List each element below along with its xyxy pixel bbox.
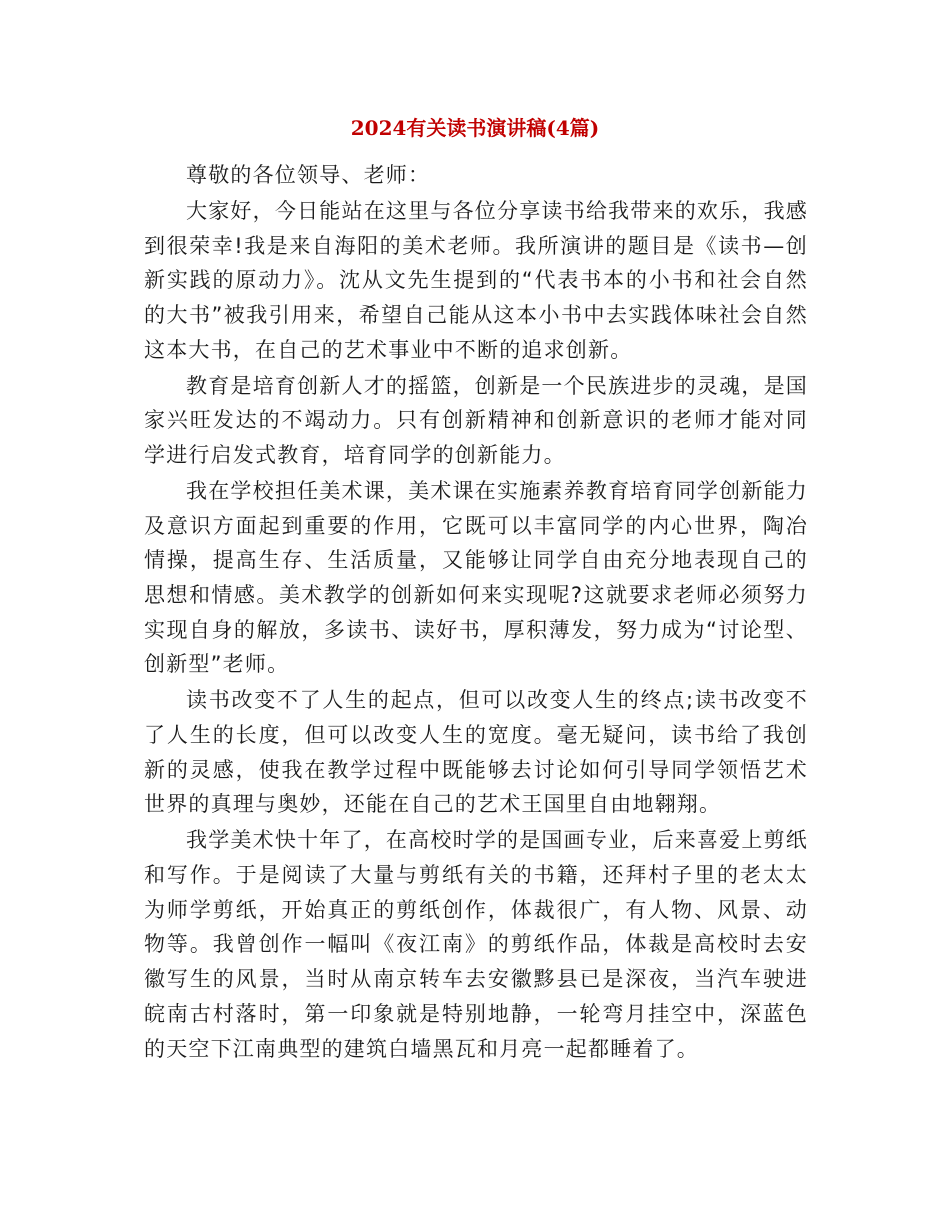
paragraph-salutation: 尊敬的各位领导、老师： — [186, 163, 431, 187]
document-body — [144, 158, 808, 1067]
document-title: 2024有关读书演讲稿(4篇) — [350, 116, 600, 140]
paragraph-4: 读书改变不了人生的起点，但可以改变人生的终点;读书改变不了人生的长度，但可以改变人生的宽度。毫无疑问，读书给了我创新的灵感，使我在教学过程中既能够去讨论如何引导同学领悟艺术世界的真理与奥妙，还能在自己的艺术王国里自由地翱翔。 — [144, 688, 808, 817]
paragraph-2: 教育是培育创新人才的摇篮，创新是一个民族进步的灵魂，是国家兴旺发达的不竭动力。只有创新精神和创新意识的老师才能对同学进行启发式教育，培育同学的创新能力。 — [144, 373, 808, 467]
paragraph-5: 我学美术快十年了，在高校时学的是国画专业，后来喜爱上剪纸和写作。于是阅读了大量与剪纸有关的书籍，还拜村子里的老太太为师学剪纸，开始真正的剪纸创作，体裁很广，有人物、风景、动物等。我曾创作一幅叫《夜江南》的剪纸作品，体裁是高校时去安徽写生的风景，当时从南京转车去安徽黟县已是深夜，当汽车驶进皖南古村落时，第一印象就是特别地静，一轮弯月挂空中，深蓝色的天空下江南典型的建筑白墙黑瓦和月亮一起都睡着了。 — [144, 828, 808, 1061]
paragraph-1: 大家好，今日能站在这里与各位分享读书给我带来的欢乐，我感到很荣幸!我是来自海阳的美术老师。我所演讲的题目是《读书—创新实践的原动力》。沈从文先生提到的“代表书本的小书和社会自然的大书”被我引用来，希望自己能从这本小书中去实践体味社会自然这本大书，在自己的艺术事业中不断的追求创新。 — [144, 198, 808, 362]
paragraph-3: 我在学校担任美术课，美术课在实施素养教育培育同学创新能力及意识方面起到重要的作用，它既可以丰富同学的内心世界，陶冶情操，提高生存、生活质量，又能够让同学自由充分地表现自己的思想和情感。美术教学的创新如何来实现呢?这就要求老师必须努力实现自身的解放，多读书、读好书，厚积薄发，努力成为“讨论型、创新型”老师。 — [144, 478, 808, 677]
